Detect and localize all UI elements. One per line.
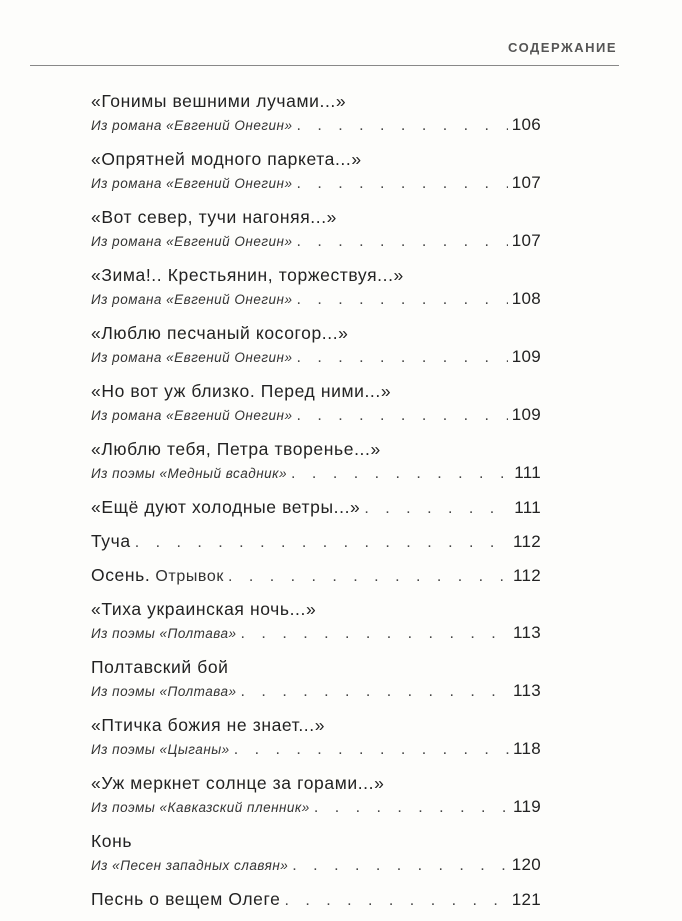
entry-source: Из поэмы «Медный всадник» bbox=[91, 466, 288, 481]
dot-leader bbox=[241, 622, 509, 646]
header-rule bbox=[30, 65, 619, 66]
toc-entry bbox=[91, 321, 541, 369]
dot-leader bbox=[296, 172, 507, 196]
toc-entry bbox=[91, 771, 541, 819]
entry-title: «Птичка божия не знает...» bbox=[91, 715, 326, 735]
entry-source: Из романа «Евгений Онегин» bbox=[91, 408, 293, 423]
dot-leader bbox=[135, 531, 509, 555]
page-number: 113 bbox=[512, 623, 541, 642]
entry-title: «Но вот уж близко. Перед ними...» bbox=[91, 381, 392, 401]
dot-leader bbox=[314, 796, 509, 820]
page-number: 113 bbox=[512, 681, 541, 700]
entry-title: Конь bbox=[91, 831, 133, 851]
entry-title: «Гонимы вешними лучами...» bbox=[91, 91, 347, 111]
page-number: 109 bbox=[511, 405, 541, 424]
page-number: 112 bbox=[512, 532, 541, 551]
entry-title: «Вот север, тучи нагоняя...» bbox=[91, 207, 337, 227]
dot-leader bbox=[284, 889, 507, 913]
entry-source: Из поэмы «Полтава» bbox=[91, 626, 237, 641]
entry-source: Из романа «Евгений Онегин» bbox=[91, 350, 293, 365]
page-number: 106 bbox=[511, 115, 541, 134]
dot-leader bbox=[234, 738, 509, 762]
entry-source: Из поэмы «Цыганы» bbox=[91, 742, 230, 757]
toc-entry bbox=[91, 529, 541, 553]
entry-title: «Люблю песчаный косогор...» bbox=[91, 323, 349, 343]
page-number: 108 bbox=[511, 289, 541, 308]
toc-entry bbox=[91, 263, 541, 311]
page-number: 112 bbox=[512, 566, 541, 585]
toc-entry bbox=[91, 437, 541, 485]
dot-leader bbox=[241, 680, 509, 704]
entry-source: Из романа «Евгений Онегин» bbox=[91, 118, 293, 133]
entry-source: Из романа «Евгений Онегин» bbox=[91, 292, 293, 307]
page-number: 118 bbox=[512, 739, 541, 758]
entry-source: Из поэмы «Кавказский пленник» bbox=[91, 800, 310, 815]
dot-leader bbox=[296, 404, 507, 428]
entry-title: Полтавский бой bbox=[91, 657, 229, 677]
entry-title: Осень. bbox=[91, 565, 151, 585]
entry-title: «Уж меркнет солнце за горами...» bbox=[91, 773, 385, 793]
dot-leader bbox=[228, 565, 509, 589]
page-number: 107 bbox=[511, 173, 541, 192]
entry-title: Туча bbox=[91, 531, 131, 551]
toc-entry bbox=[91, 597, 541, 645]
entry-title: «Опрятней модного паркета...» bbox=[91, 149, 362, 169]
page-number: 121 bbox=[511, 890, 541, 909]
dot-leader bbox=[292, 854, 507, 878]
dot-leader bbox=[364, 497, 510, 521]
toc-entry bbox=[91, 147, 541, 195]
toc-entry bbox=[91, 713, 541, 761]
entry-source: Из романа «Евгений Онегин» bbox=[91, 234, 293, 249]
dot-leader bbox=[296, 114, 507, 138]
entry-source: Из «Песен западных славян» bbox=[91, 858, 289, 873]
entry-title: «Тиха украинская ночь...» bbox=[91, 599, 317, 619]
entry-title: «Люблю тебя, Петра творенье...» bbox=[91, 439, 381, 459]
entry-title: «Зима!.. Крестьянин, торжествуя...» bbox=[91, 265, 404, 285]
entry-note: Отрывок bbox=[155, 568, 224, 585]
toc-entry bbox=[91, 89, 541, 137]
toc-entry bbox=[91, 829, 541, 877]
page-number: 120 bbox=[511, 855, 541, 874]
dot-leader bbox=[296, 346, 507, 370]
entry-title: Песнь о вещем Олеге bbox=[91, 889, 281, 909]
dot-leader bbox=[296, 288, 507, 312]
page-number: 111 bbox=[514, 463, 541, 482]
entry-source: Из поэмы «Полтава» bbox=[91, 684, 237, 699]
dot-leader bbox=[296, 230, 507, 254]
toc-entry bbox=[91, 205, 541, 253]
entry-title: «Ещё дуют холодные ветры...» bbox=[91, 497, 361, 517]
entry-source: Из романа «Евгений Онегин» bbox=[91, 176, 293, 191]
toc-entry bbox=[91, 495, 541, 519]
dot-leader bbox=[291, 462, 510, 486]
toc-entry bbox=[91, 563, 541, 587]
toc-entry bbox=[91, 655, 541, 703]
page-number: 107 bbox=[511, 231, 541, 250]
toc-entry bbox=[91, 379, 541, 427]
table-of-contents bbox=[91, 89, 541, 921]
page-number: 109 bbox=[511, 347, 541, 366]
page-number: 111 bbox=[514, 498, 541, 517]
toc-entry bbox=[91, 887, 541, 911]
page-number: 119 bbox=[512, 797, 541, 816]
running-header: СОДЕРЖАНИЕ bbox=[508, 40, 617, 55]
